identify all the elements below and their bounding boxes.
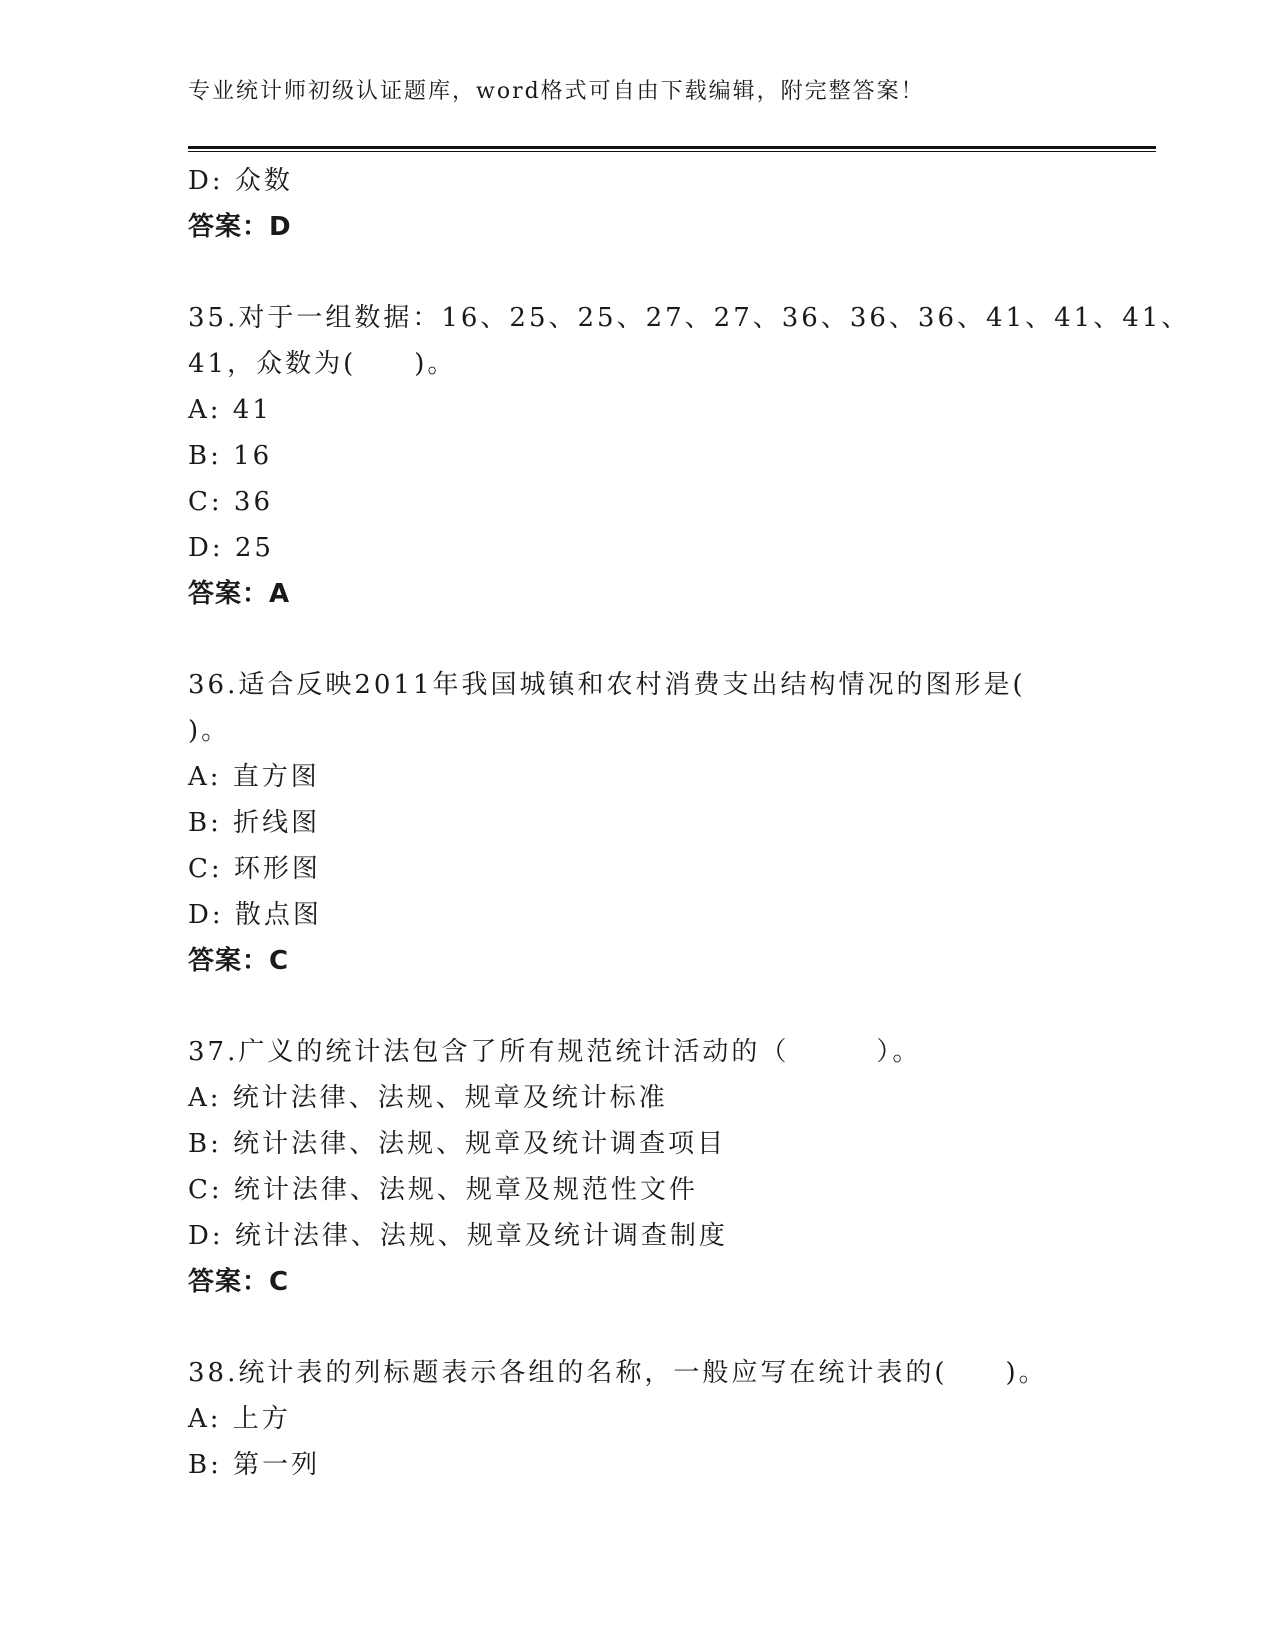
option-d: D: 散点图 <box>188 900 322 930</box>
answer: 答案：C <box>188 1267 290 1297</box>
header-rule-thin <box>188 151 1156 152</box>
answer: 答案：C <box>188 946 290 976</box>
option-d: D: 统计法律、法规、规章及统计调查制度 <box>188 1221 728 1251</box>
option-c: C: 环形图 <box>188 854 321 884</box>
question-stem: 36.适合反映2011年我国城镇和农村消费支出结构情况的图形是( <box>188 670 1026 700</box>
option-b: B: 统计法律、法规、规章及统计调查项目 <box>188 1129 727 1159</box>
question-stem: 35.对于一组数据：16、25、25、27、27、36、36、36、41、41、41、 <box>188 303 1191 333</box>
option-d: D: 25 <box>188 533 274 563</box>
option-d: D: 众数 <box>188 166 293 196</box>
header-rule-thick <box>188 146 1156 149</box>
spacer <box>188 250 1088 295</box>
option-a: A: 41 <box>188 395 272 425</box>
spacer <box>188 1305 1088 1350</box>
option-b: B: 第一列 <box>188 1450 321 1480</box>
option-a: A: 统计法律、法规、规章及统计标准 <box>188 1083 668 1113</box>
answer: 答案：D <box>188 212 292 242</box>
question-35 <box>188 295 1191 617</box>
document-body <box>188 158 1191 1488</box>
option-a: A: 直方图 <box>188 762 320 792</box>
option-a: A: 上方 <box>188 1404 291 1434</box>
page-header: 专业统计师初级认证题库，word格式可自由下载编辑，附完整答案！ <box>188 79 925 104</box>
question-37 <box>188 1029 1088 1305</box>
answer: 答案：A <box>188 579 291 609</box>
question-38 <box>188 1350 1088 1488</box>
spacer <box>188 617 1088 662</box>
question-36 <box>188 662 1088 984</box>
question-stem: 37.广义的统计法包含了所有规范统计活动的（ ）。 <box>188 1037 922 1067</box>
question-stem: 41，众数为( )。 <box>188 349 457 379</box>
question-stem: )。 <box>188 716 231 746</box>
option-c: C: 统计法律、法规、规章及规范性文件 <box>188 1175 698 1205</box>
spacer <box>188 984 1088 1029</box>
question-stem: 38.统计表的列标题表示各组的名称，一般应写在统计表的( )。 <box>188 1358 1048 1388</box>
option-b: B: 折线图 <box>188 808 321 838</box>
option-b: B: 16 <box>188 441 273 471</box>
option-c: C: 36 <box>188 487 274 517</box>
